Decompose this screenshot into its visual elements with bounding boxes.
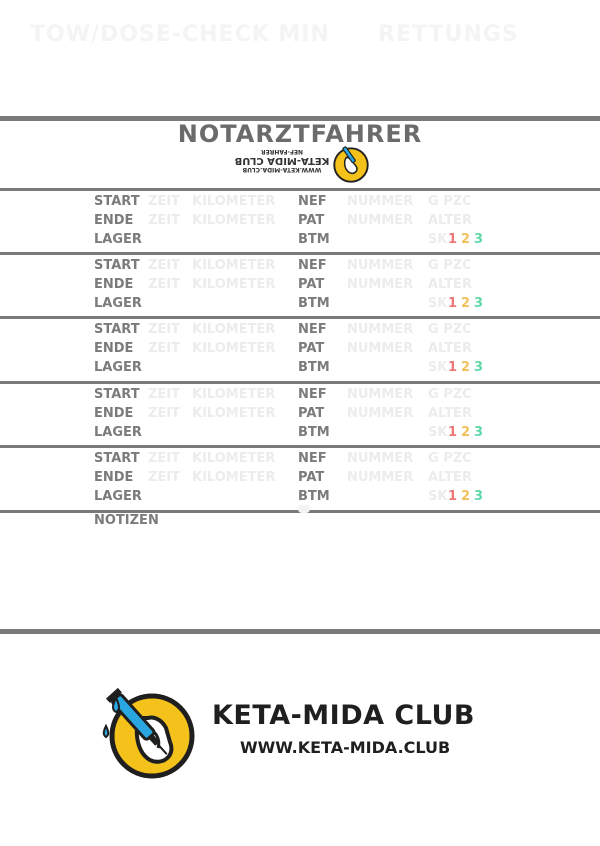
field-zeit: ZEIT xyxy=(148,194,181,209)
field-sk2: 2 xyxy=(461,296,471,311)
field-nummer2: NUMMER xyxy=(347,406,414,421)
field-nummer: NUMMER xyxy=(347,322,414,337)
keta-mida-logo-icon xyxy=(96,680,196,780)
field-sk3: 3 xyxy=(474,425,484,440)
field-alter: ALTER xyxy=(428,406,472,421)
field-zeit: ZEIT xyxy=(148,322,181,337)
field-sk2: 2 xyxy=(461,232,471,247)
ghost-left-title: TOW/DOSE-CHECK MIN xyxy=(30,22,330,47)
rule-5 xyxy=(0,445,600,448)
field-km: KILOMETER xyxy=(192,258,276,273)
field-sk2: 2 xyxy=(461,425,471,440)
field-lager: LAGER xyxy=(94,489,142,504)
field-zeit2: ZEIT xyxy=(148,406,181,421)
field-btm: BTM xyxy=(298,296,330,311)
field-sk: SK xyxy=(428,425,448,440)
field-km2: KILOMETER xyxy=(192,341,276,356)
field-start: START xyxy=(94,322,140,337)
entry-block xyxy=(0,449,600,509)
field-km2: KILOMETER xyxy=(192,213,276,228)
field-nef: NEF xyxy=(298,322,327,337)
field-btm: BTM xyxy=(298,489,330,504)
field-nef: NEF xyxy=(298,451,327,466)
field-start: START xyxy=(94,387,140,402)
page-title: NOTARZTFAHRER xyxy=(177,120,423,148)
field-zeit2: ZEIT xyxy=(148,213,181,228)
field-lager: LAGER xyxy=(94,425,142,440)
decorative-dot xyxy=(298,505,310,513)
field-nummer: NUMMER xyxy=(347,194,414,209)
field-nummer2: NUMMER xyxy=(347,277,414,292)
rule-1 xyxy=(0,188,600,191)
footer-url: WWW.KETA-MIDA.CLUB xyxy=(240,738,451,757)
field-alter: ALTER xyxy=(428,213,472,228)
ghost-header xyxy=(0,0,600,115)
field-nef: NEF xyxy=(298,387,327,402)
field-ende: ENDE xyxy=(94,470,134,485)
field-gpzc: G PZC xyxy=(428,451,472,466)
field-sk3: 3 xyxy=(474,232,484,247)
mini-logo xyxy=(232,146,372,184)
field-pat: PAT xyxy=(298,406,325,421)
field-sk3: 3 xyxy=(474,489,484,504)
field-zeit: ZEIT xyxy=(148,258,181,273)
field-nummer2: NUMMER xyxy=(347,470,414,485)
field-sk: SK xyxy=(428,232,448,247)
field-ende: ENDE xyxy=(94,341,134,356)
mini-logo-url: WWW.KETA-MIDA.CLUB xyxy=(242,166,322,173)
field-gpzc: G PZC xyxy=(428,322,472,337)
field-pat: PAT xyxy=(298,341,325,356)
field-ende: ENDE xyxy=(94,213,134,228)
field-lager: LAGER xyxy=(94,296,142,311)
field-btm: BTM xyxy=(298,425,330,440)
field-km: KILOMETER xyxy=(192,194,276,209)
mini-logo-text xyxy=(232,148,332,173)
notes-label: NOTIZEN xyxy=(94,513,159,528)
field-km2: KILOMETER xyxy=(192,277,276,292)
field-sk3: 3 xyxy=(474,360,484,375)
field-zeit2: ZEIT xyxy=(148,277,181,292)
rule-3 xyxy=(0,316,600,319)
field-ende: ENDE xyxy=(94,277,134,292)
field-pat: PAT xyxy=(298,277,325,292)
field-sk: SK xyxy=(428,296,448,311)
field-start: START xyxy=(94,451,140,466)
field-sk3: 3 xyxy=(474,296,484,311)
field-sk1: 1 xyxy=(448,489,458,504)
field-km: KILOMETER xyxy=(192,387,276,402)
field-gpzc: G PZC xyxy=(428,258,472,273)
field-btm: BTM xyxy=(298,360,330,375)
field-sk2: 2 xyxy=(461,489,471,504)
field-pat: PAT xyxy=(298,470,325,485)
field-gpzc: G PZC xyxy=(428,387,472,402)
syringe-hand-icon xyxy=(332,146,370,184)
field-alter: ALTER xyxy=(428,470,472,485)
field-km2: KILOMETER xyxy=(192,406,276,421)
field-sk1: 1 xyxy=(448,296,458,311)
field-lager: LAGER xyxy=(94,232,142,247)
field-km: KILOMETER xyxy=(192,451,276,466)
field-sk2: 2 xyxy=(461,360,471,375)
field-nummer: NUMMER xyxy=(347,451,414,466)
field-zeit: ZEIT xyxy=(148,451,181,466)
field-lager: LAGER xyxy=(94,360,142,375)
field-sk: SK xyxy=(428,360,448,375)
field-btm: BTM xyxy=(298,232,330,247)
field-nef: NEF xyxy=(298,194,327,209)
field-sk1: 1 xyxy=(448,232,458,247)
field-sk: SK xyxy=(428,489,448,504)
field-pat: PAT xyxy=(298,213,325,228)
field-alter: ALTER xyxy=(428,341,472,356)
field-sk1: 1 xyxy=(448,360,458,375)
field-km2: KILOMETER xyxy=(192,470,276,485)
rule-4 xyxy=(0,381,600,384)
field-zeit2: ZEIT xyxy=(148,341,181,356)
entry-block xyxy=(0,320,600,380)
field-sk1: 1 xyxy=(448,425,458,440)
field-km: KILOMETER xyxy=(192,322,276,337)
mini-logo-role: NEF-FAHRER xyxy=(261,148,303,155)
field-zeit: ZEIT xyxy=(148,387,181,402)
field-start: START xyxy=(94,258,140,273)
mini-logo-brand: KETA-MIDA CLUB xyxy=(234,155,330,166)
field-nef: NEF xyxy=(298,258,327,273)
rule-2 xyxy=(0,252,600,255)
footer-rule xyxy=(0,629,600,634)
entry-block xyxy=(0,256,600,316)
field-nummer2: NUMMER xyxy=(347,213,414,228)
entry-block xyxy=(0,385,600,445)
field-alter: ALTER xyxy=(428,277,472,292)
field-start: START xyxy=(94,194,140,209)
field-gpzc: G PZC xyxy=(428,194,472,209)
field-ende: ENDE xyxy=(94,406,134,421)
field-nummer: NUMMER xyxy=(347,387,414,402)
field-zeit2: ZEIT xyxy=(148,470,181,485)
footer-brand: KETA-MIDA CLUB xyxy=(212,700,475,731)
field-nummer2: NUMMER xyxy=(347,341,414,356)
ghost-right-title: RETTUNGS xyxy=(378,22,519,47)
entry-block xyxy=(0,192,600,252)
field-nummer: NUMMER xyxy=(347,258,414,273)
